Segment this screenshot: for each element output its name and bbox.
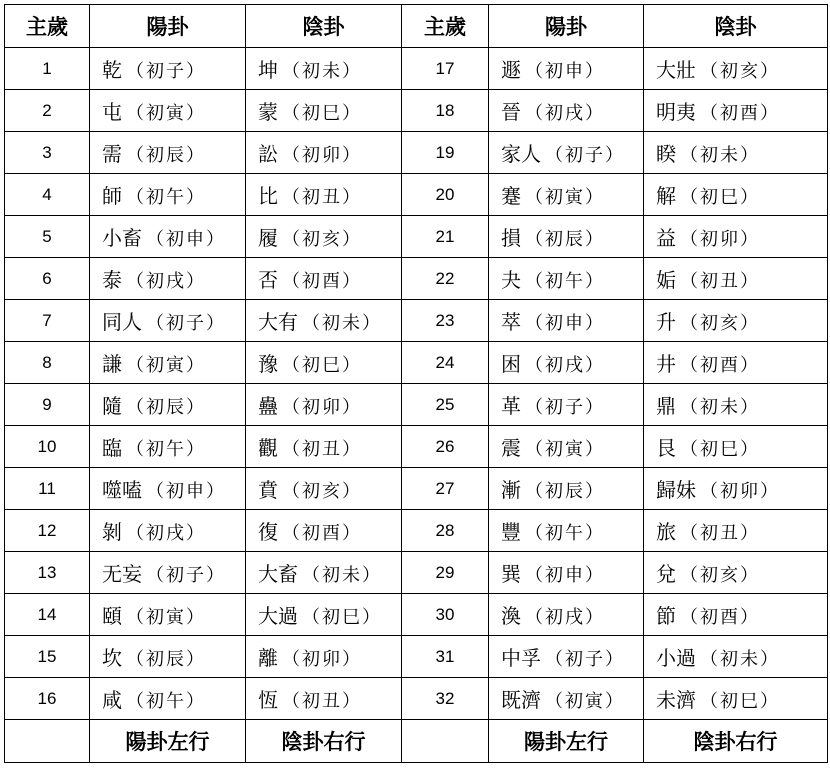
hexagram-name: 坤 <box>258 58 278 82</box>
initial-branch: （初未） <box>302 565 382 586</box>
hexagram-name: 震 <box>501 436 521 460</box>
initial-branch: （初卯） <box>282 649 362 670</box>
header-yin-left: 陰卦 <box>246 5 402 48</box>
initial-branch: （初寅） <box>126 103 206 124</box>
initial-branch: （初子） <box>146 313 226 334</box>
initial-branch: （初午） <box>525 271 605 292</box>
initial-branch: （初申） <box>146 229 226 250</box>
yang-hexagram-cell <box>90 594 246 636</box>
initial-branch: （初丑） <box>680 523 760 544</box>
yin-hexagram-cell <box>644 300 828 342</box>
yang-hexagram-cell <box>90 678 246 720</box>
yin-hexagram-cell <box>644 90 828 132</box>
initial-branch: （初子） <box>126 61 206 82</box>
hexagram-name: 未濟 <box>656 688 696 712</box>
yang-hexagram-cell <box>90 300 246 342</box>
hexagram-name: 同人 <box>102 310 142 334</box>
hexagram-name: 解 <box>656 184 676 208</box>
initial-branch: （初丑） <box>282 439 362 460</box>
hexagram-name: 大畜 <box>258 562 298 586</box>
hexagram-name: 咸 <box>102 688 122 712</box>
yin-hexagram-cell <box>246 342 402 384</box>
table-row <box>5 552 828 594</box>
hexagram-name: 大過 <box>258 604 298 628</box>
hexagram-name: 歸妹 <box>656 478 696 502</box>
hexagram-name: 夬 <box>501 268 521 292</box>
initial-branch: （初子） <box>545 145 625 166</box>
initial-branch: （初午） <box>525 523 605 544</box>
initial-branch: （初辰） <box>126 649 206 670</box>
hexagram-name: 賁 <box>258 478 278 502</box>
year-number-cell: 23 <box>402 300 489 342</box>
hexagram-name: 訟 <box>258 142 278 166</box>
initial-branch: （初子） <box>545 649 625 670</box>
initial-branch: （初戌） <box>525 607 605 628</box>
yang-hexagram-cell <box>489 174 644 216</box>
initial-branch: （初巳） <box>282 103 362 124</box>
initial-branch: （初巳） <box>680 439 760 460</box>
table-row <box>5 48 828 90</box>
yang-hexagram-cell <box>489 384 644 426</box>
year-number-cell: 26 <box>402 426 489 468</box>
initial-branch: （初丑） <box>282 691 362 712</box>
year-number-cell: 25 <box>402 384 489 426</box>
hexagram-name: 巽 <box>501 562 521 586</box>
yin-hexagram-cell <box>644 384 828 426</box>
initial-branch: （初寅） <box>126 355 206 376</box>
initial-branch: （初午） <box>126 439 206 460</box>
hexagram-name: 鼎 <box>656 394 676 418</box>
initial-branch: （初亥） <box>680 565 760 586</box>
hexagram-name: 臨 <box>102 436 122 460</box>
initial-branch: （初亥） <box>282 481 362 502</box>
hexagram-name: 大壯 <box>656 58 696 82</box>
initial-branch: （初寅） <box>545 691 625 712</box>
year-number-cell: 18 <box>402 90 489 132</box>
year-number-cell: 12 <box>5 510 90 552</box>
hexagram-name: 无妄 <box>102 562 142 586</box>
yang-hexagram-cell <box>489 342 644 384</box>
yin-hexagram-cell <box>246 678 402 720</box>
initial-branch: （初辰） <box>126 145 206 166</box>
yin-hexagram-cell <box>246 552 402 594</box>
header-yin-right: 陰卦 <box>644 5 828 48</box>
table-row <box>5 342 828 384</box>
footer-empty-right <box>402 720 489 763</box>
table-body <box>5 48 828 720</box>
yin-hexagram-cell <box>246 468 402 510</box>
initial-branch: （初酉） <box>680 607 760 628</box>
hexagram-name: 離 <box>258 646 278 670</box>
year-number-cell: 22 <box>402 258 489 300</box>
yang-hexagram-cell <box>489 216 644 258</box>
table-row <box>5 216 828 258</box>
initial-branch: （初申） <box>525 61 605 82</box>
hexagram-name: 萃 <box>501 310 521 334</box>
year-number-cell: 31 <box>402 636 489 678</box>
hexagram-name: 睽 <box>656 142 676 166</box>
yin-hexagram-cell <box>644 510 828 552</box>
yang-hexagram-cell <box>489 636 644 678</box>
initial-branch: （初巳） <box>282 355 362 376</box>
hexagram-name: 兌 <box>656 562 676 586</box>
initial-branch: （初戌） <box>525 103 605 124</box>
table-row <box>5 510 828 552</box>
table-row <box>5 132 828 174</box>
initial-branch: （初未） <box>680 397 760 418</box>
year-number-cell: 20 <box>402 174 489 216</box>
year-number-cell: 24 <box>402 342 489 384</box>
yin-hexagram-cell <box>644 48 828 90</box>
yang-hexagram-cell <box>90 132 246 174</box>
initial-branch: （初未） <box>680 145 760 166</box>
footer-yang-left: 陽卦左行 <box>90 720 246 763</box>
yang-hexagram-cell <box>90 426 246 468</box>
table-row <box>5 636 828 678</box>
initial-branch: （初子） <box>146 565 226 586</box>
yin-hexagram-cell <box>246 132 402 174</box>
hexagram-name: 困 <box>501 352 521 376</box>
yang-hexagram-cell <box>90 216 246 258</box>
initial-branch: （初亥） <box>700 61 780 82</box>
hexagram-name: 復 <box>258 520 278 544</box>
table-row <box>5 384 828 426</box>
hexagram-year-table <box>4 4 828 763</box>
hexagram-name: 噬嗑 <box>102 478 142 502</box>
initial-branch: （初酉） <box>700 103 780 124</box>
initial-branch: （初寅） <box>525 439 605 460</box>
initial-branch: （初亥） <box>282 229 362 250</box>
yin-hexagram-cell <box>644 636 828 678</box>
hexagram-name: 蹇 <box>501 184 521 208</box>
yin-hexagram-cell <box>246 90 402 132</box>
year-number-cell: 4 <box>5 174 90 216</box>
hexagram-name: 家人 <box>501 142 541 166</box>
yang-hexagram-cell <box>90 48 246 90</box>
hexagram-name: 乾 <box>102 58 122 82</box>
hexagram-name: 損 <box>501 226 521 250</box>
footer-row <box>5 720 828 763</box>
hexagram-name: 井 <box>656 352 676 376</box>
year-number-cell: 13 <box>5 552 90 594</box>
hexagram-name: 否 <box>258 268 278 292</box>
initial-branch: （初寅） <box>126 607 206 628</box>
hexagram-name: 大有 <box>258 310 298 334</box>
yang-hexagram-cell <box>489 678 644 720</box>
initial-branch: （初午） <box>126 187 206 208</box>
initial-branch: （初午） <box>126 691 206 712</box>
year-number-cell: 10 <box>5 426 90 468</box>
hexagram-name: 節 <box>656 604 676 628</box>
initial-branch: （初戌） <box>126 271 206 292</box>
header-yang-right: 陽卦 <box>489 5 644 48</box>
hexagram-name: 剝 <box>102 520 122 544</box>
hexagram-name: 漸 <box>501 478 521 502</box>
initial-branch: （初巳） <box>700 691 780 712</box>
initial-branch: （初未） <box>282 61 362 82</box>
hexagram-name: 豫 <box>258 352 278 376</box>
hexagram-name: 小畜 <box>102 226 142 250</box>
year-number-cell: 21 <box>402 216 489 258</box>
initial-branch: （初酉） <box>282 523 362 544</box>
table-row <box>5 258 828 300</box>
yang-hexagram-cell <box>90 342 246 384</box>
yin-hexagram-cell <box>246 216 402 258</box>
yang-hexagram-cell <box>489 90 644 132</box>
year-number-cell: 2 <box>5 90 90 132</box>
yin-hexagram-cell <box>246 636 402 678</box>
yang-hexagram-cell <box>90 636 246 678</box>
initial-branch: （初申） <box>525 565 605 586</box>
hexagram-name: 小過 <box>656 646 696 670</box>
header-year-right: 主歲 <box>402 5 489 48</box>
year-number-cell: 5 <box>5 216 90 258</box>
yang-hexagram-cell <box>489 132 644 174</box>
yin-hexagram-cell <box>246 510 402 552</box>
year-number-cell: 28 <box>402 510 489 552</box>
yang-hexagram-cell <box>90 384 246 426</box>
initial-branch: （初寅） <box>525 187 605 208</box>
year-number-cell: 17 <box>402 48 489 90</box>
initial-branch: （初亥） <box>680 313 760 334</box>
footer-yin-left: 陰卦右行 <box>246 720 402 763</box>
hexagram-name: 泰 <box>102 268 122 292</box>
yin-hexagram-cell <box>644 258 828 300</box>
hexagram-name: 姤 <box>656 268 676 292</box>
year-number-cell: 19 <box>402 132 489 174</box>
hexagram-name: 需 <box>102 142 122 166</box>
initial-branch: （初辰） <box>525 481 605 502</box>
table-row <box>5 90 828 132</box>
yin-hexagram-cell <box>644 342 828 384</box>
year-number-cell: 32 <box>402 678 489 720</box>
initial-branch: （初巳） <box>680 187 760 208</box>
yin-hexagram-cell <box>246 48 402 90</box>
initial-branch: （初卯） <box>700 481 780 502</box>
yang-hexagram-cell <box>489 510 644 552</box>
table-row <box>5 594 828 636</box>
yang-hexagram-cell <box>489 594 644 636</box>
initial-branch: （初丑） <box>282 187 362 208</box>
year-number-cell: 1 <box>5 48 90 90</box>
yang-hexagram-cell <box>489 48 644 90</box>
hexagram-name: 坎 <box>102 646 122 670</box>
hexagram-name: 旅 <box>656 520 676 544</box>
initial-branch: （初酉） <box>680 355 760 376</box>
hexagram-name: 頤 <box>102 604 122 628</box>
year-number-cell: 27 <box>402 468 489 510</box>
yin-hexagram-cell <box>246 258 402 300</box>
yin-hexagram-cell <box>644 678 828 720</box>
yin-hexagram-cell <box>246 174 402 216</box>
year-number-cell: 16 <box>5 678 90 720</box>
hexagram-name: 明夷 <box>656 100 696 124</box>
hexagram-name: 既濟 <box>501 688 541 712</box>
header-year-left: 主歲 <box>5 5 90 48</box>
yang-hexagram-cell <box>489 552 644 594</box>
yin-hexagram-cell <box>246 300 402 342</box>
yang-hexagram-cell <box>90 174 246 216</box>
header-row <box>5 5 828 48</box>
year-number-cell: 8 <box>5 342 90 384</box>
table-row <box>5 300 828 342</box>
initial-branch: （初酉） <box>282 271 362 292</box>
table-row <box>5 678 828 720</box>
hexagram-name: 升 <box>656 310 676 334</box>
hexagram-name: 屯 <box>102 100 122 124</box>
year-number-cell: 14 <box>5 594 90 636</box>
initial-branch: （初子） <box>525 397 605 418</box>
initial-branch: （初卯） <box>282 397 362 418</box>
initial-branch: （初未） <box>302 313 382 334</box>
year-number-cell: 11 <box>5 468 90 510</box>
footer-yang-right: 陽卦左行 <box>489 720 644 763</box>
initial-branch: （初卯） <box>282 145 362 166</box>
footer-empty-left <box>5 720 90 763</box>
hexagram-name: 蠱 <box>258 394 278 418</box>
yin-hexagram-cell <box>246 384 402 426</box>
hexagram-name: 師 <box>102 184 122 208</box>
hexagram-name: 比 <box>258 184 278 208</box>
hexagram-name: 蒙 <box>258 100 278 124</box>
yin-hexagram-cell <box>644 594 828 636</box>
hexagram-name: 遯 <box>501 58 521 82</box>
yang-hexagram-cell <box>489 258 644 300</box>
yin-hexagram-cell <box>246 594 402 636</box>
hexagram-name: 謙 <box>102 352 122 376</box>
initial-branch: （初辰） <box>525 229 605 250</box>
yang-hexagram-cell <box>90 510 246 552</box>
yang-hexagram-cell <box>90 90 246 132</box>
initial-branch: （初申） <box>146 481 226 502</box>
initial-branch: （初辰） <box>126 397 206 418</box>
hexagram-name: 益 <box>656 226 676 250</box>
yang-hexagram-cell <box>90 258 246 300</box>
yin-hexagram-cell <box>644 426 828 468</box>
year-number-cell: 15 <box>5 636 90 678</box>
hexagram-name: 晉 <box>501 100 521 124</box>
table-row <box>5 468 828 510</box>
year-number-cell: 9 <box>5 384 90 426</box>
initial-branch: （初戌） <box>126 523 206 544</box>
hexagram-name: 隨 <box>102 394 122 418</box>
footer-yin-right: 陰卦右行 <box>644 720 828 763</box>
year-number-cell: 6 <box>5 258 90 300</box>
hexagram-name: 履 <box>258 226 278 250</box>
year-number-cell: 7 <box>5 300 90 342</box>
initial-branch: （初未） <box>700 649 780 670</box>
hexagram-name: 恆 <box>258 688 278 712</box>
year-number-cell: 3 <box>5 132 90 174</box>
initial-branch: （初戌） <box>525 355 605 376</box>
yin-hexagram-cell <box>644 468 828 510</box>
yang-hexagram-cell <box>489 300 644 342</box>
hexagram-name: 艮 <box>656 436 676 460</box>
year-number-cell: 29 <box>402 552 489 594</box>
yin-hexagram-cell <box>644 132 828 174</box>
yang-hexagram-cell <box>489 468 644 510</box>
hexagram-name: 觀 <box>258 436 278 460</box>
header-yang-left: 陽卦 <box>90 5 246 48</box>
yin-hexagram-cell <box>246 426 402 468</box>
yin-hexagram-cell <box>644 216 828 258</box>
year-number-cell: 30 <box>402 594 489 636</box>
yang-hexagram-cell <box>90 468 246 510</box>
table-row <box>5 174 828 216</box>
table-row <box>5 426 828 468</box>
initial-branch: （初丑） <box>680 271 760 292</box>
yang-hexagram-cell <box>90 552 246 594</box>
hexagram-name: 豐 <box>501 520 521 544</box>
yang-hexagram-cell <box>489 426 644 468</box>
initial-branch: （初申） <box>525 313 605 334</box>
yin-hexagram-cell <box>644 552 828 594</box>
hexagram-name: 渙 <box>501 604 521 628</box>
hexagram-name: 革 <box>501 394 521 418</box>
hexagram-name: 中孚 <box>501 646 541 670</box>
initial-branch: （初巳） <box>302 607 382 628</box>
initial-branch: （初卯） <box>680 229 760 250</box>
yin-hexagram-cell <box>644 174 828 216</box>
